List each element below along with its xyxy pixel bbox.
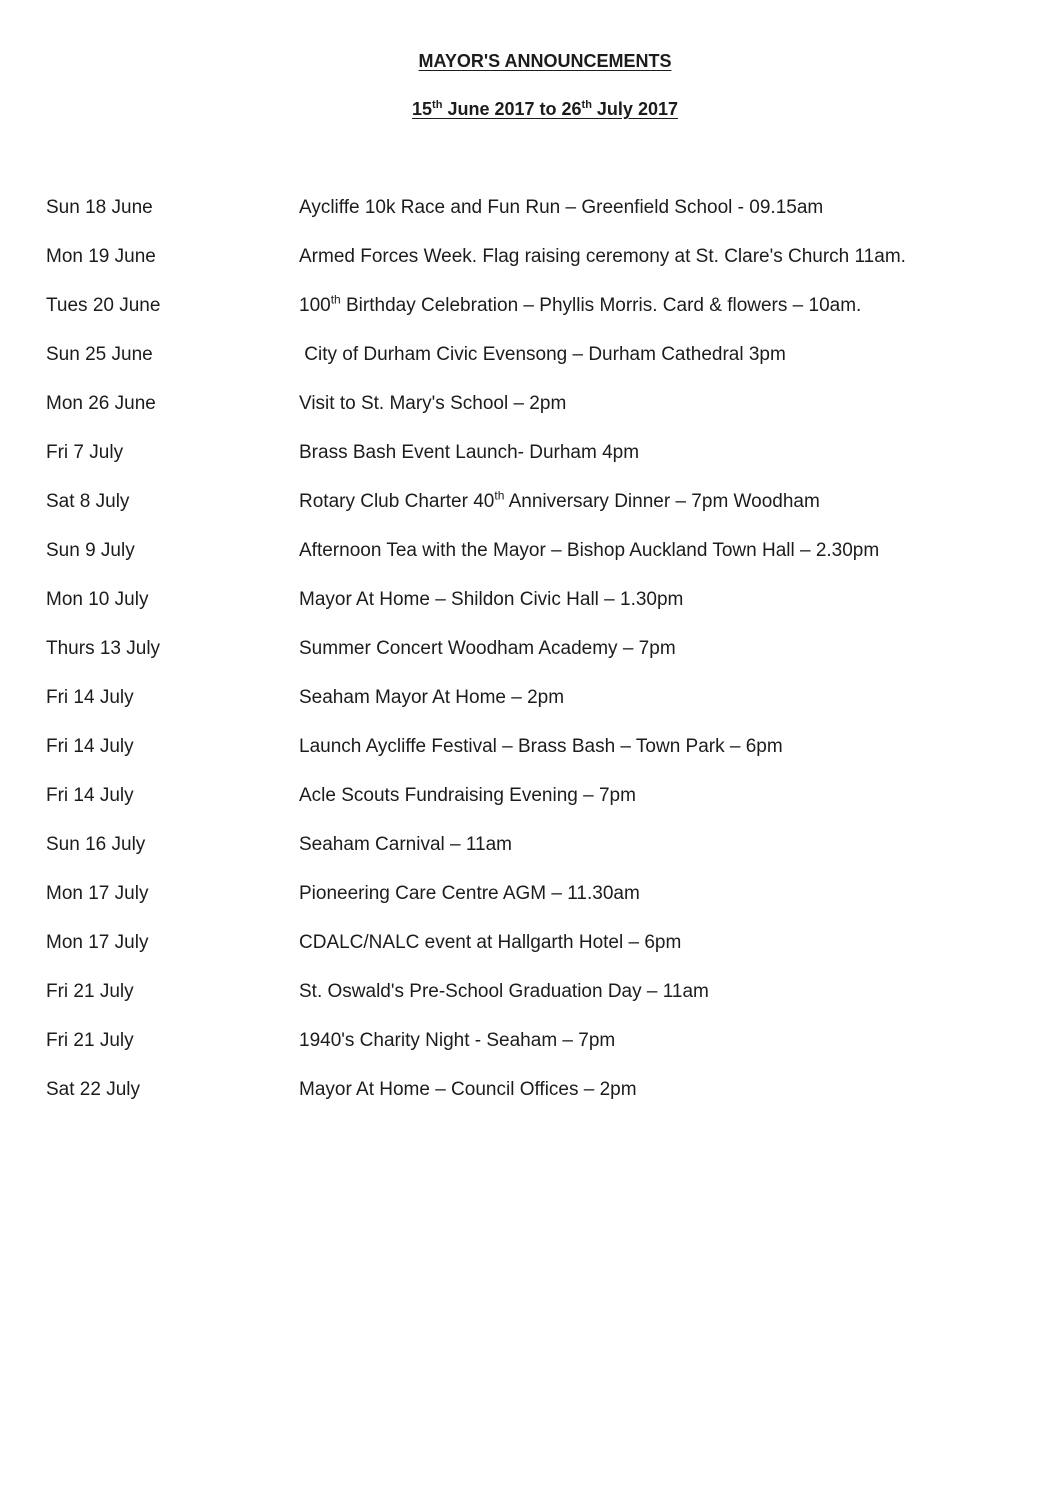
event-description: Afternoon Tea with the Mayor – Bishop Auckland Town Hall – 2.30pm: [299, 540, 880, 561]
event-row: [0, 979, 1058, 1028]
event-description: 1940's Charity Night - Seaham – 7pm: [299, 1030, 616, 1051]
event-row: [0, 783, 1058, 832]
event-date: Fri 14 July: [46, 736, 134, 757]
event-date: Sun 25 June: [46, 344, 153, 365]
event-description: Visit to St. Mary's School – 2pm: [299, 393, 567, 414]
event-row: [0, 832, 1058, 881]
range-end-day: 26: [561, 99, 582, 119]
event-description: CDALC/NALC event at Hallgarth Hotel – 6pm: [299, 932, 682, 953]
event-row: [0, 489, 1058, 538]
event-row: [0, 342, 1058, 391]
event-row: [0, 293, 1058, 342]
event-description: Aycliffe 10k Race and Fun Run – Greenfield School - 09.15am: [299, 197, 824, 218]
event-text-part: Rotary Club Charter 40: [299, 491, 495, 512]
event-text-part: Birthday Celebration – Phyllis Morris. Card & flowers – 10am.: [340, 295, 862, 316]
event-description: [299, 292, 862, 317]
event-date: Sat 8 July: [46, 491, 130, 512]
event-description: Seaham Mayor At Home – 2pm: [299, 687, 565, 708]
event-description: Summer Concert Woodham Academy – 7pm: [299, 638, 676, 659]
event-row: [0, 734, 1058, 783]
ordinal-suffix: th: [330, 292, 341, 307]
range-middle: June 2017 to: [442, 99, 562, 119]
event-text-part: 100: [299, 295, 331, 316]
event-row: [0, 636, 1058, 685]
event-row: [0, 391, 1058, 440]
range-start-suffix: th: [432, 99, 443, 111]
event-date: Fri 21 July: [46, 1030, 134, 1051]
range-end: July 2017: [591, 99, 678, 119]
event-row: [0, 685, 1058, 734]
range-start-day: 15: [412, 99, 433, 119]
event-description: St. Oswald's Pre-School Graduation Day – 11am: [299, 981, 709, 1002]
event-date: Mon 26 June: [46, 393, 156, 414]
event-row: [0, 930, 1058, 979]
event-description: Brass Bash Event Launch- Durham 4pm: [299, 442, 640, 463]
event-date: Sun 16 July: [46, 834, 146, 855]
range-end-suffix: th: [581, 99, 592, 111]
ordinal-suffix: th: [494, 488, 505, 503]
event-description: Mayor At Home – Shildon Civic Hall – 1.30pm: [299, 589, 684, 610]
date-range-heading: [0, 99, 1058, 120]
event-description: Seaham Carnival – 11am: [299, 834, 512, 855]
event-row: [0, 587, 1058, 636]
event-row: [0, 195, 1058, 244]
event-row: [0, 244, 1058, 293]
events-schedule: [0, 195, 1058, 1126]
event-row: [0, 538, 1058, 587]
event-description: Acle Scouts Fundraising Evening – 7pm: [299, 785, 636, 806]
event-date: Mon 17 July: [46, 932, 149, 953]
event-date: Sun 18 June: [46, 197, 153, 218]
event-date: Fri 21 July: [46, 981, 134, 1002]
event-description: Armed Forces Week. Flag raising ceremony at St. Clare's Church 11am.: [299, 246, 906, 267]
event-description: Mayor At Home – Council Offices – 2pm: [299, 1079, 637, 1100]
event-row: [0, 881, 1058, 930]
event-row: [0, 1077, 1058, 1126]
event-date: Mon 10 July: [46, 589, 149, 610]
event-date: Tues 20 June: [46, 295, 161, 316]
event-date: Sun 9 July: [46, 540, 135, 561]
event-date: Mon 19 June: [46, 246, 156, 267]
event-row: [0, 1028, 1058, 1077]
event-description: Launch Aycliffe Festival – Brass Bash – Town Park – 6pm: [299, 736, 783, 757]
event-date: Fri 14 July: [46, 687, 134, 708]
event-row: [0, 440, 1058, 489]
event-date: Sat 22 July: [46, 1079, 140, 1100]
event-text-part: Anniversary Dinner – 7pm Woodham: [504, 491, 820, 512]
page-title: MAYOR'S ANNOUNCEMENTS: [418, 51, 672, 71]
event-description: Pioneering Care Centre AGM – 11.30am: [299, 883, 640, 904]
event-date: Thurs 13 July: [46, 638, 161, 659]
event-description: City of Durham Civic Evensong – Durham Cathedral 3pm: [299, 344, 786, 365]
event-date: Fri 14 July: [46, 785, 134, 806]
event-date: Fri 7 July: [46, 442, 124, 463]
event-description: [299, 488, 820, 513]
event-date: Mon 17 July: [46, 883, 149, 904]
